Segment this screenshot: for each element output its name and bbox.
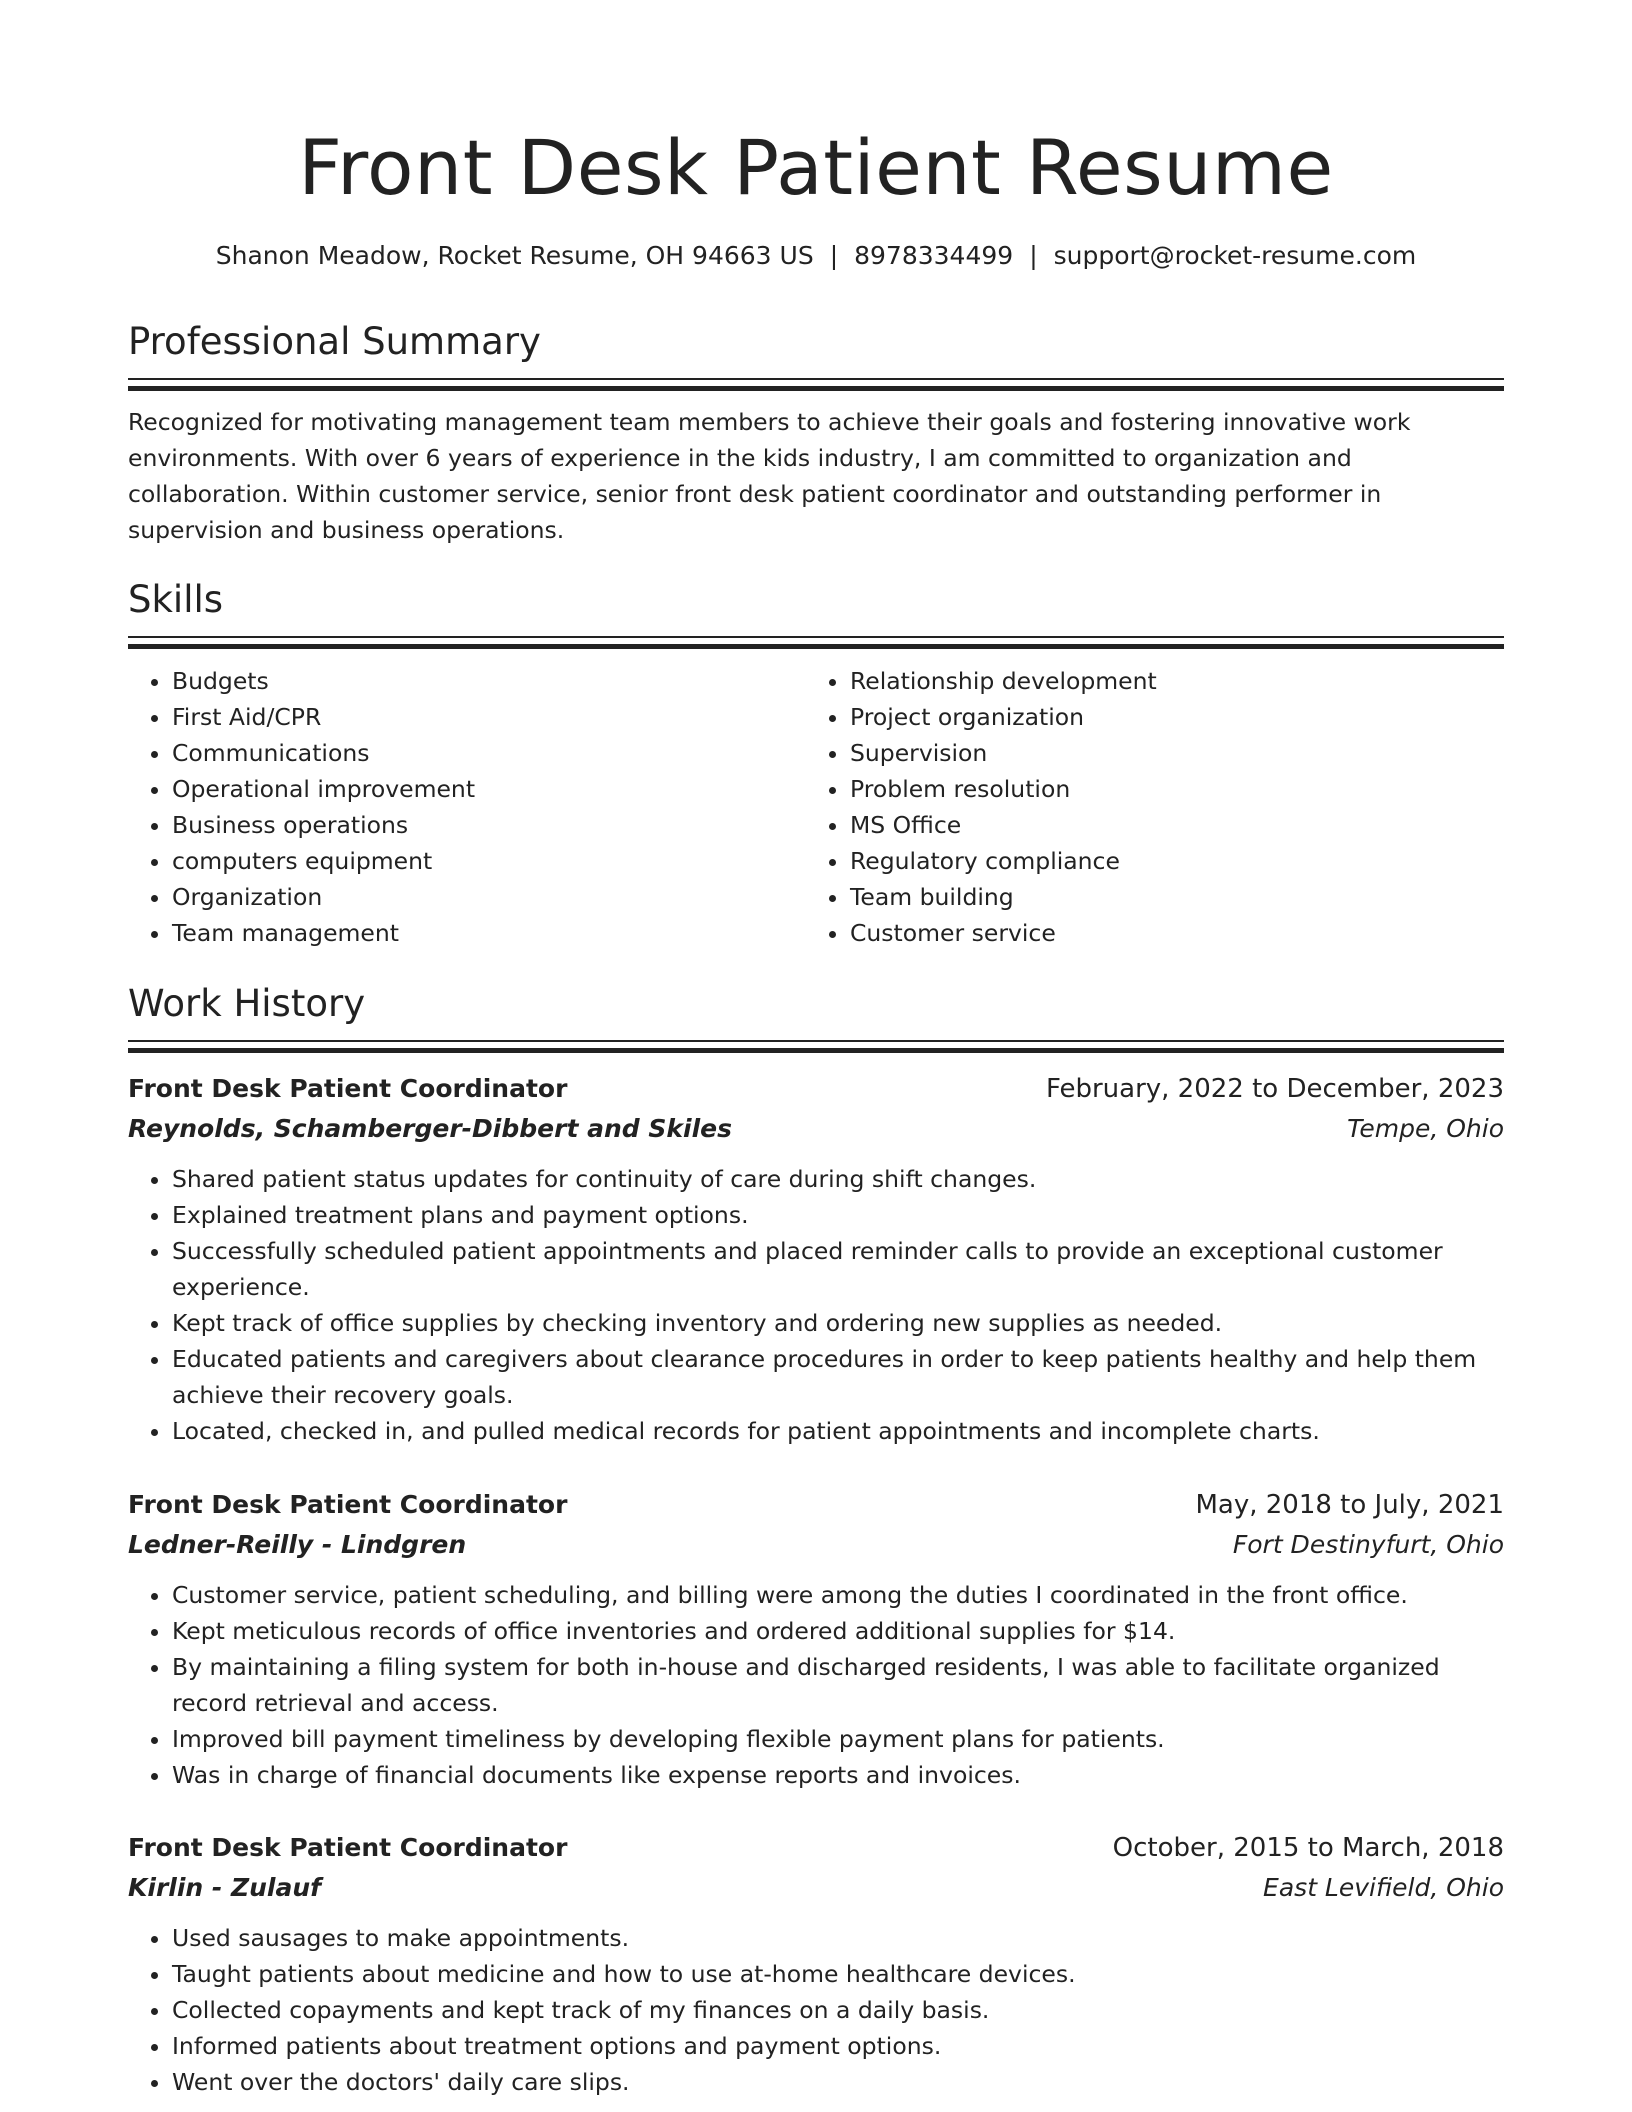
skill-item: • Supervision — [850, 735, 1484, 771]
job-duty: • Located, checked in, and pulled medical records for patient appointments and incomplete charts. — [172, 1413, 1504, 1449]
job-location: Fort Destinyfurt, Ohio — [1232, 1530, 1504, 1559]
summary-heading: Professional Summary — [128, 320, 541, 363]
job-duty: • Informed patients about treatment options and payment options. — [172, 2028, 1504, 2064]
contact-email: support@rocket-resume.com — [1053, 241, 1417, 270]
job-location: Tempe, Ohio — [1347, 1114, 1504, 1143]
job-duty: • Went over the doctors' daily care slips. — [172, 2064, 1504, 2100]
contact-separator: | — [829, 241, 839, 270]
job-duty: • Collected copayments and kept track of my finances on a daily basis. — [172, 1992, 1504, 2028]
job-duties — [128, 1161, 1504, 1449]
job-header — [128, 1069, 1504, 1109]
section-divider — [128, 636, 1504, 650]
work-history-section — [128, 980, 1504, 1054]
job-duty: • Improved bill payment timeliness by developing flexible payment plans for patients. — [172, 1721, 1504, 1757]
skill-item: • Communications — [172, 735, 806, 771]
job-dates: October, 2015 to March, 2018 — [1112, 1833, 1504, 1863]
job-title: Front Desk Patient Coordinator — [128, 1490, 568, 1519]
job-duty: • Was in charge of financial documents like expense reports and invoices. — [172, 1757, 1504, 1793]
skill-item: • Team management — [172, 915, 806, 951]
job-company: Kirlin - Zulauf — [128, 1873, 322, 1902]
section-divider — [128, 378, 1504, 392]
job-header — [128, 1828, 1504, 1868]
contact-address: Shanon Meadow, Rocket Resume, OH 94663 US — [215, 241, 814, 270]
contact-line — [128, 238, 1504, 274]
skills-columns — [128, 663, 1504, 951]
job-header — [128, 1485, 1504, 1525]
skill-item: • Team building — [850, 879, 1484, 915]
job-duty: • Kept meticulous records of office inventories and ordered additional supplies for $14. — [172, 1613, 1504, 1649]
skills-list-left — [128, 663, 806, 951]
skill-item: • First Aid/CPR — [172, 699, 806, 735]
resume-title: Front Desk Patient Resume — [298, 123, 1334, 212]
skills-list-right — [806, 663, 1484, 951]
skill-item: • Organization — [172, 879, 806, 915]
job-duty: • Shared patient status updates for continuity of care during shift changes. — [172, 1161, 1504, 1197]
skill-item: • Problem resolution — [850, 771, 1484, 807]
job-title: Front Desk Patient Coordinator — [128, 1074, 568, 1103]
skills-section — [128, 576, 1504, 951]
job-entry — [128, 1069, 1504, 1449]
job-duty: • Kept track of office supplies by checking inventory and ordering new supplies as needed. — [172, 1305, 1504, 1341]
skills-column-left — [128, 663, 806, 951]
job-company: Ledner-Reilly - Lindgren — [128, 1530, 467, 1559]
job-duty: • Successfully scheduled patient appointments and placed reminder calls to provide an exceptional customer experience. — [172, 1233, 1504, 1305]
job-dates: February, 2022 to December, 2023 — [1045, 1074, 1504, 1104]
skills-column-right — [806, 663, 1484, 951]
job-duty: • By maintaining a filing system for both in-house and discharged residents, I was able to facilitate organized record retrieval and access. — [172, 1649, 1504, 1721]
job-location: East Levifield, Ohio — [1263, 1873, 1504, 1902]
job-duties — [128, 1920, 1504, 2100]
skill-item: • Relationship development — [850, 663, 1484, 699]
job-subheader — [128, 1868, 1504, 1908]
skills-heading: Skills — [128, 578, 224, 621]
job-duties — [128, 1577, 1504, 1793]
job-dates: May, 2018 to July, 2021 — [1195, 1490, 1504, 1520]
skill-item: • computers equipment — [172, 843, 806, 879]
job-subheader — [128, 1525, 1504, 1565]
work-history-heading: Work History — [128, 982, 366, 1025]
skill-item: • Operational improvement — [172, 771, 806, 807]
section-divider — [128, 1040, 1504, 1054]
job-entry — [128, 1828, 1504, 2100]
skill-item: • Project organization — [850, 699, 1484, 735]
job-duty: • Taught patients about medicine and how to use at-home healthcare devices. — [172, 1956, 1504, 1992]
skill-item: • Budgets — [172, 663, 806, 699]
skill-item: • Business operations — [172, 807, 806, 843]
job-company: Reynolds, Schamberger-Dibbert and Skiles — [128, 1114, 732, 1143]
job-duty: • Educated patients and caregivers about clearance procedures in order to keep patients healthy and help them achieve their recovery goals. — [172, 1341, 1504, 1413]
skill-item: • MS Office — [850, 807, 1484, 843]
contact-phone: 8978334499 — [854, 241, 1014, 270]
skill-item: • Customer service — [850, 915, 1484, 951]
job-title: Front Desk Patient Coordinator — [128, 1833, 568, 1862]
contact-separator: | — [1029, 241, 1038, 270]
summary-text: Recognized for motivating management team members to achieve their goals and fostering innovative work environments. With over 6 years of experience in the kids industry, I am committed to organization and collaboration. Within customer service, senior front desk patient coordinator and outstanding performer in supervision and business operations. — [128, 408, 1411, 544]
job-entry — [128, 1485, 1504, 1793]
job-duty: • Used sausages to make appointments. — [172, 1920, 1504, 1956]
skill-item: • Regulatory compliance — [850, 843, 1484, 879]
job-duty: • Explained treatment plans and payment options. — [172, 1197, 1504, 1233]
summary-section — [128, 318, 1504, 548]
job-subheader — [128, 1109, 1504, 1149]
job-duty: • Customer service, patient scheduling, and billing were among the duties I coordinated in the front office. — [172, 1577, 1504, 1613]
